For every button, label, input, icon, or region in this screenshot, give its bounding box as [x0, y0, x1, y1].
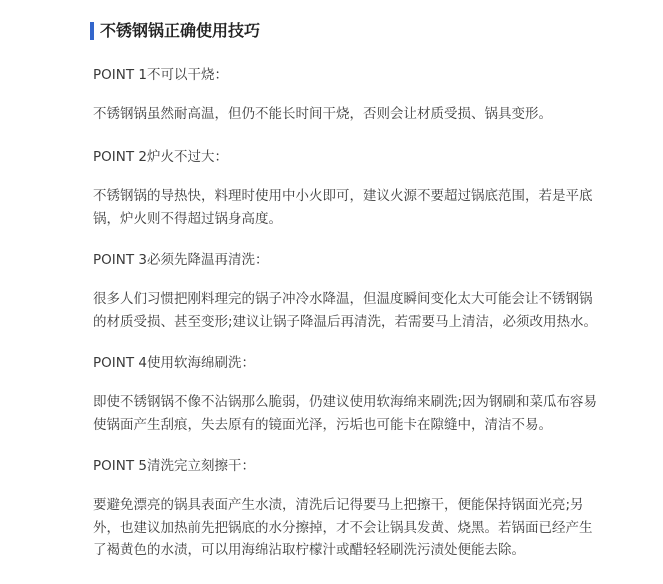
paragraph-line: 即使不锈钢锅不像不沾锅那么脆弱，仍建议使用软海绵来刷洗;因为钢刷和菜瓜布容易 — [93, 394, 598, 410]
point-2-heading: POINT 2炉火不过大： — [93, 149, 228, 165]
article-title: 不锈钢锅正确使用技巧 — [100, 21, 261, 40]
point-5-heading: POINT 5清洗完立刻擦干： — [93, 458, 255, 474]
point-3-paragraph — [93, 288, 638, 333]
point-1-heading: POINT 1不可以干烧： — [93, 67, 228, 83]
paragraph-line: 锅，炉火则不得超过锅身高度。 — [93, 210, 282, 227]
article-title-row — [90, 20, 260, 42]
point-2-paragraph — [93, 185, 638, 230]
paragraph-line: 不锈钢锅虽然耐高温，但仍不能长时间干烧，否则会让材质受损、锅具变形。 — [93, 106, 552, 122]
title-accent-bar — [90, 22, 94, 40]
point-1-paragraph — [93, 103, 638, 126]
paragraph-line: 使锅面产生刮痕，失去原有的镜面光泽，污垢也可能卡在隙缝中，清洁不易。 — [93, 416, 552, 433]
paragraph-line: 外，也建议加热前先把锅底的水分擦掉，才不会让锅具发黄、烧黑。若锅面已经产生 — [93, 519, 593, 536]
paragraph-line: 很多人们习惯把刚料理完的锅子冲冷水降温，但温度瞬间变化太大可能会让不锈钢锅 — [93, 291, 593, 307]
paragraph-line: 要避免漂亮的锅具表面产生水渍，清洗后记得要马上把擦干，便能保持锅面光亮;另 — [93, 497, 584, 513]
point-3-heading: POINT 3必须先降温再清洗： — [93, 252, 269, 268]
point-4-heading: POINT 4使用软海绵刷洗： — [93, 355, 255, 371]
paragraph-line: 了褐黄色的水渍，可以用海绵沾取柠檬汁或醋轻轻刷洗污渍处便能去除。 — [93, 542, 525, 558]
point-5-paragraph — [93, 494, 638, 562]
point-4-paragraph — [93, 391, 638, 436]
paragraph-line: 的材质受损、甚至变形;建议让锅子降温后再清洗，若需要马上清洁，必须改用热水。 — [93, 313, 598, 330]
paragraph-line: 不锈钢锅的导热快，料理时使用中小火即可，建议火源不要超过锅底范围，若是平底 — [93, 188, 593, 204]
